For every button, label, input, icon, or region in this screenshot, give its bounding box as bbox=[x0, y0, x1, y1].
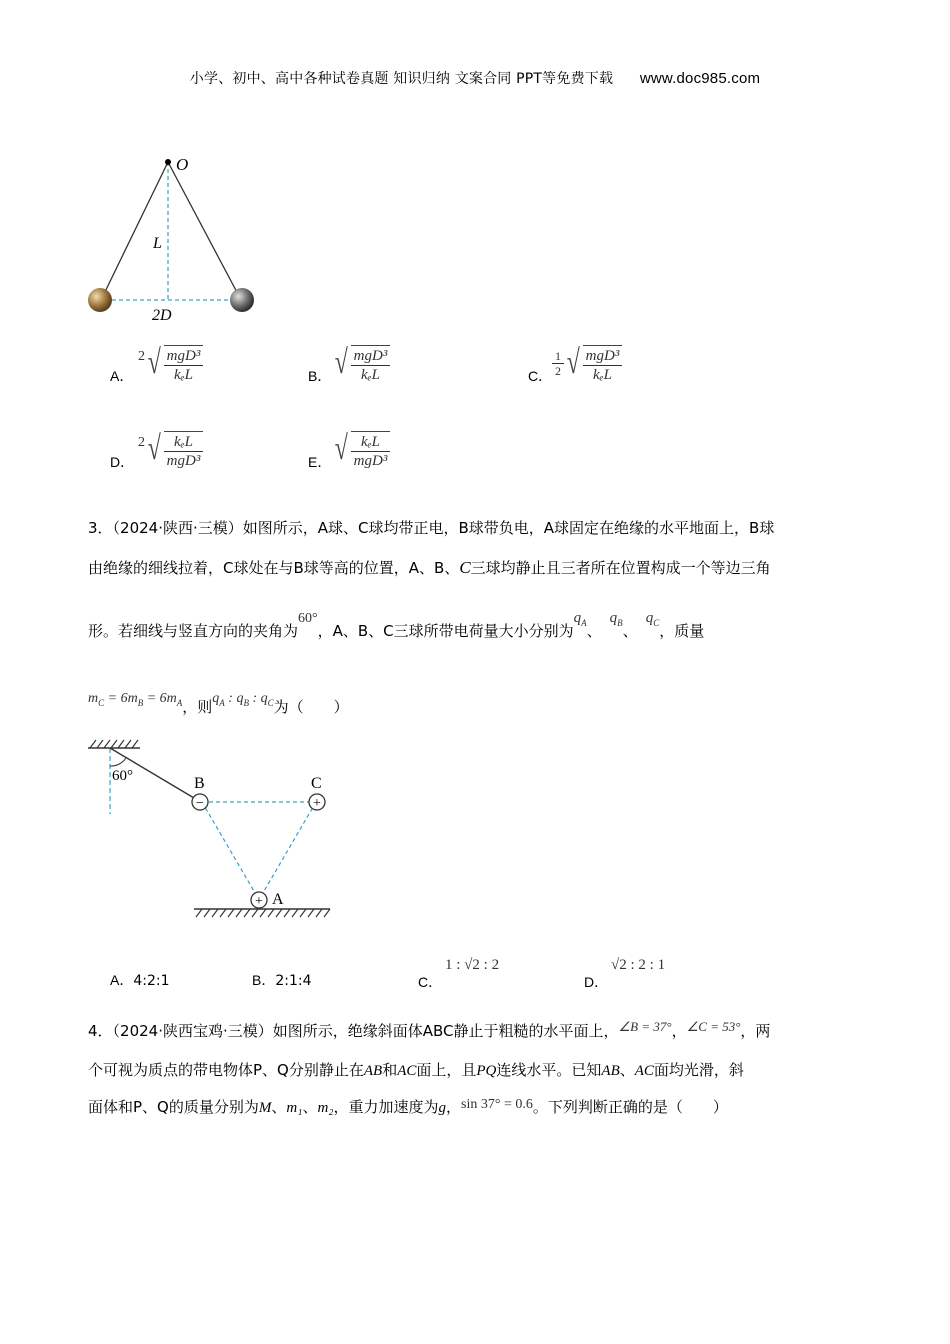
q3-line2: 由绝缘的细线拉着，C球处在与B球等高的位置，A、B、C三球均静止且三者所在位置构成一个等边三角 bbox=[88, 558, 771, 577]
header-url: www.doc985.com bbox=[639, 70, 761, 87]
label-b: B bbox=[194, 775, 205, 792]
ball-b-sign: − bbox=[196, 796, 204, 811]
option-letter: E． bbox=[308, 454, 332, 470]
q4-line3: 面体和P、Q的质量分别为M、m₁、m₂，重力加速度为g，sin 37° = 0.6。下列判断正确的是（ ） bbox=[88, 1097, 728, 1116]
label-a: A bbox=[272, 891, 284, 908]
ball-c-sign: + bbox=[313, 796, 321, 811]
ball-left bbox=[88, 288, 112, 312]
option-letter: A． bbox=[110, 368, 134, 384]
label-l: L bbox=[153, 235, 162, 252]
q4-line2: 个可视为质点的带电物体P、Q分别静止在AB和AC面上，且PQ连线水平。已知AB、AC面均光滑，斜 bbox=[88, 1061, 744, 1079]
ball-right bbox=[230, 288, 254, 312]
option-e-formula: √ $\frac{\text{kₑL}}{\text{mgD³}}$ bbox=[332, 429, 390, 470]
q3-line3: 形。若细线与竖直方向的夹角为60°，A、B、C三球所带电荷量大小分别为$q_A$、$q_B$、$q_C$，质量 bbox=[88, 610, 705, 640]
option-a[interactable] bbox=[110, 366, 133, 386]
page-header bbox=[0, 68, 950, 88]
q3-line4: $m_C = 6m_B = 6m_A$，则$q_A$ : $q_B$ : $q_C$为（ ） bbox=[88, 691, 349, 716]
q3-number: 3． bbox=[88, 519, 113, 537]
q3-option-b[interactable]: B．2:1:4 bbox=[252, 972, 312, 989]
option-b[interactable] bbox=[308, 366, 331, 386]
q4-source: （2024·陕西宝鸡·三模） bbox=[112, 1022, 273, 1040]
q3-option-d[interactable]: D． bbox=[584, 974, 609, 990]
option-e[interactable] bbox=[308, 452, 331, 472]
option-d[interactable] bbox=[110, 452, 134, 472]
q3-source: （2024·陕西·三模） bbox=[112, 519, 243, 537]
header-text: 小学、初中、高中各种试卷真题 知识归纳 文案合同 PPT等免费下载 bbox=[189, 71, 614, 87]
q3-option-c-formula: 1 : √2 : 2 bbox=[445, 957, 500, 973]
option-letter: C． bbox=[528, 368, 553, 384]
mass-equation: $m_C = 6m_B = 6m_A$ bbox=[88, 691, 183, 708]
ball-a-sign: + bbox=[255, 894, 263, 909]
q3-line1: 3．（2024·陕西·三模）如图所示，A球、C球均带正电，B球带负电，A球固定在绝缘的水平地面上，B球 bbox=[88, 519, 775, 537]
string-right bbox=[168, 162, 240, 298]
option-b-formula: √ $\frac{\text{mgD³}}{\text{kₑL}}$ bbox=[332, 343, 390, 384]
string-left bbox=[102, 162, 168, 298]
option-d-formula: 2 √ $\frac{\text{kₑL}}{\text{mgD³}}$ bbox=[138, 429, 203, 470]
q3-option-a[interactable]: A．4:2:1 bbox=[110, 972, 170, 989]
figure-charges bbox=[84, 738, 344, 928]
q4-number: 4． bbox=[88, 1022, 113, 1040]
q3-option-c[interactable]: C． bbox=[418, 974, 443, 990]
label-o: O bbox=[176, 155, 189, 174]
option-c-formula: $\frac{1}{2}$ √ $\frac{\text{mgD³}}{\text{kₑL}}$ bbox=[552, 343, 622, 384]
option-letter: D． bbox=[110, 454, 135, 470]
pivot-point bbox=[165, 159, 171, 165]
option-c[interactable] bbox=[528, 366, 552, 386]
option-a-formula: 2 √ $\frac{\text{mgD³}}{\text{kₑL}}$ bbox=[138, 343, 203, 384]
figure-pendulum bbox=[80, 150, 280, 325]
angle-60: 60° bbox=[298, 611, 318, 626]
q3-option-d-formula: √2 : 2 : 1 bbox=[611, 957, 666, 973]
label-c: C bbox=[311, 775, 322, 792]
charge-ratio: $q_A$ : $q_B$ : $q_C$ bbox=[212, 691, 274, 708]
option-letter: B． bbox=[308, 368, 332, 384]
q4-line1: 4．（2024·陕西宝鸡·三模）如图所示，绝缘斜面体ABC静止于粗糙的水平面上，∠B = 37°，∠C = 53°，两 bbox=[88, 1019, 771, 1040]
label-2d: 2D bbox=[152, 307, 172, 324]
angle-label: 60° bbox=[112, 768, 133, 784]
